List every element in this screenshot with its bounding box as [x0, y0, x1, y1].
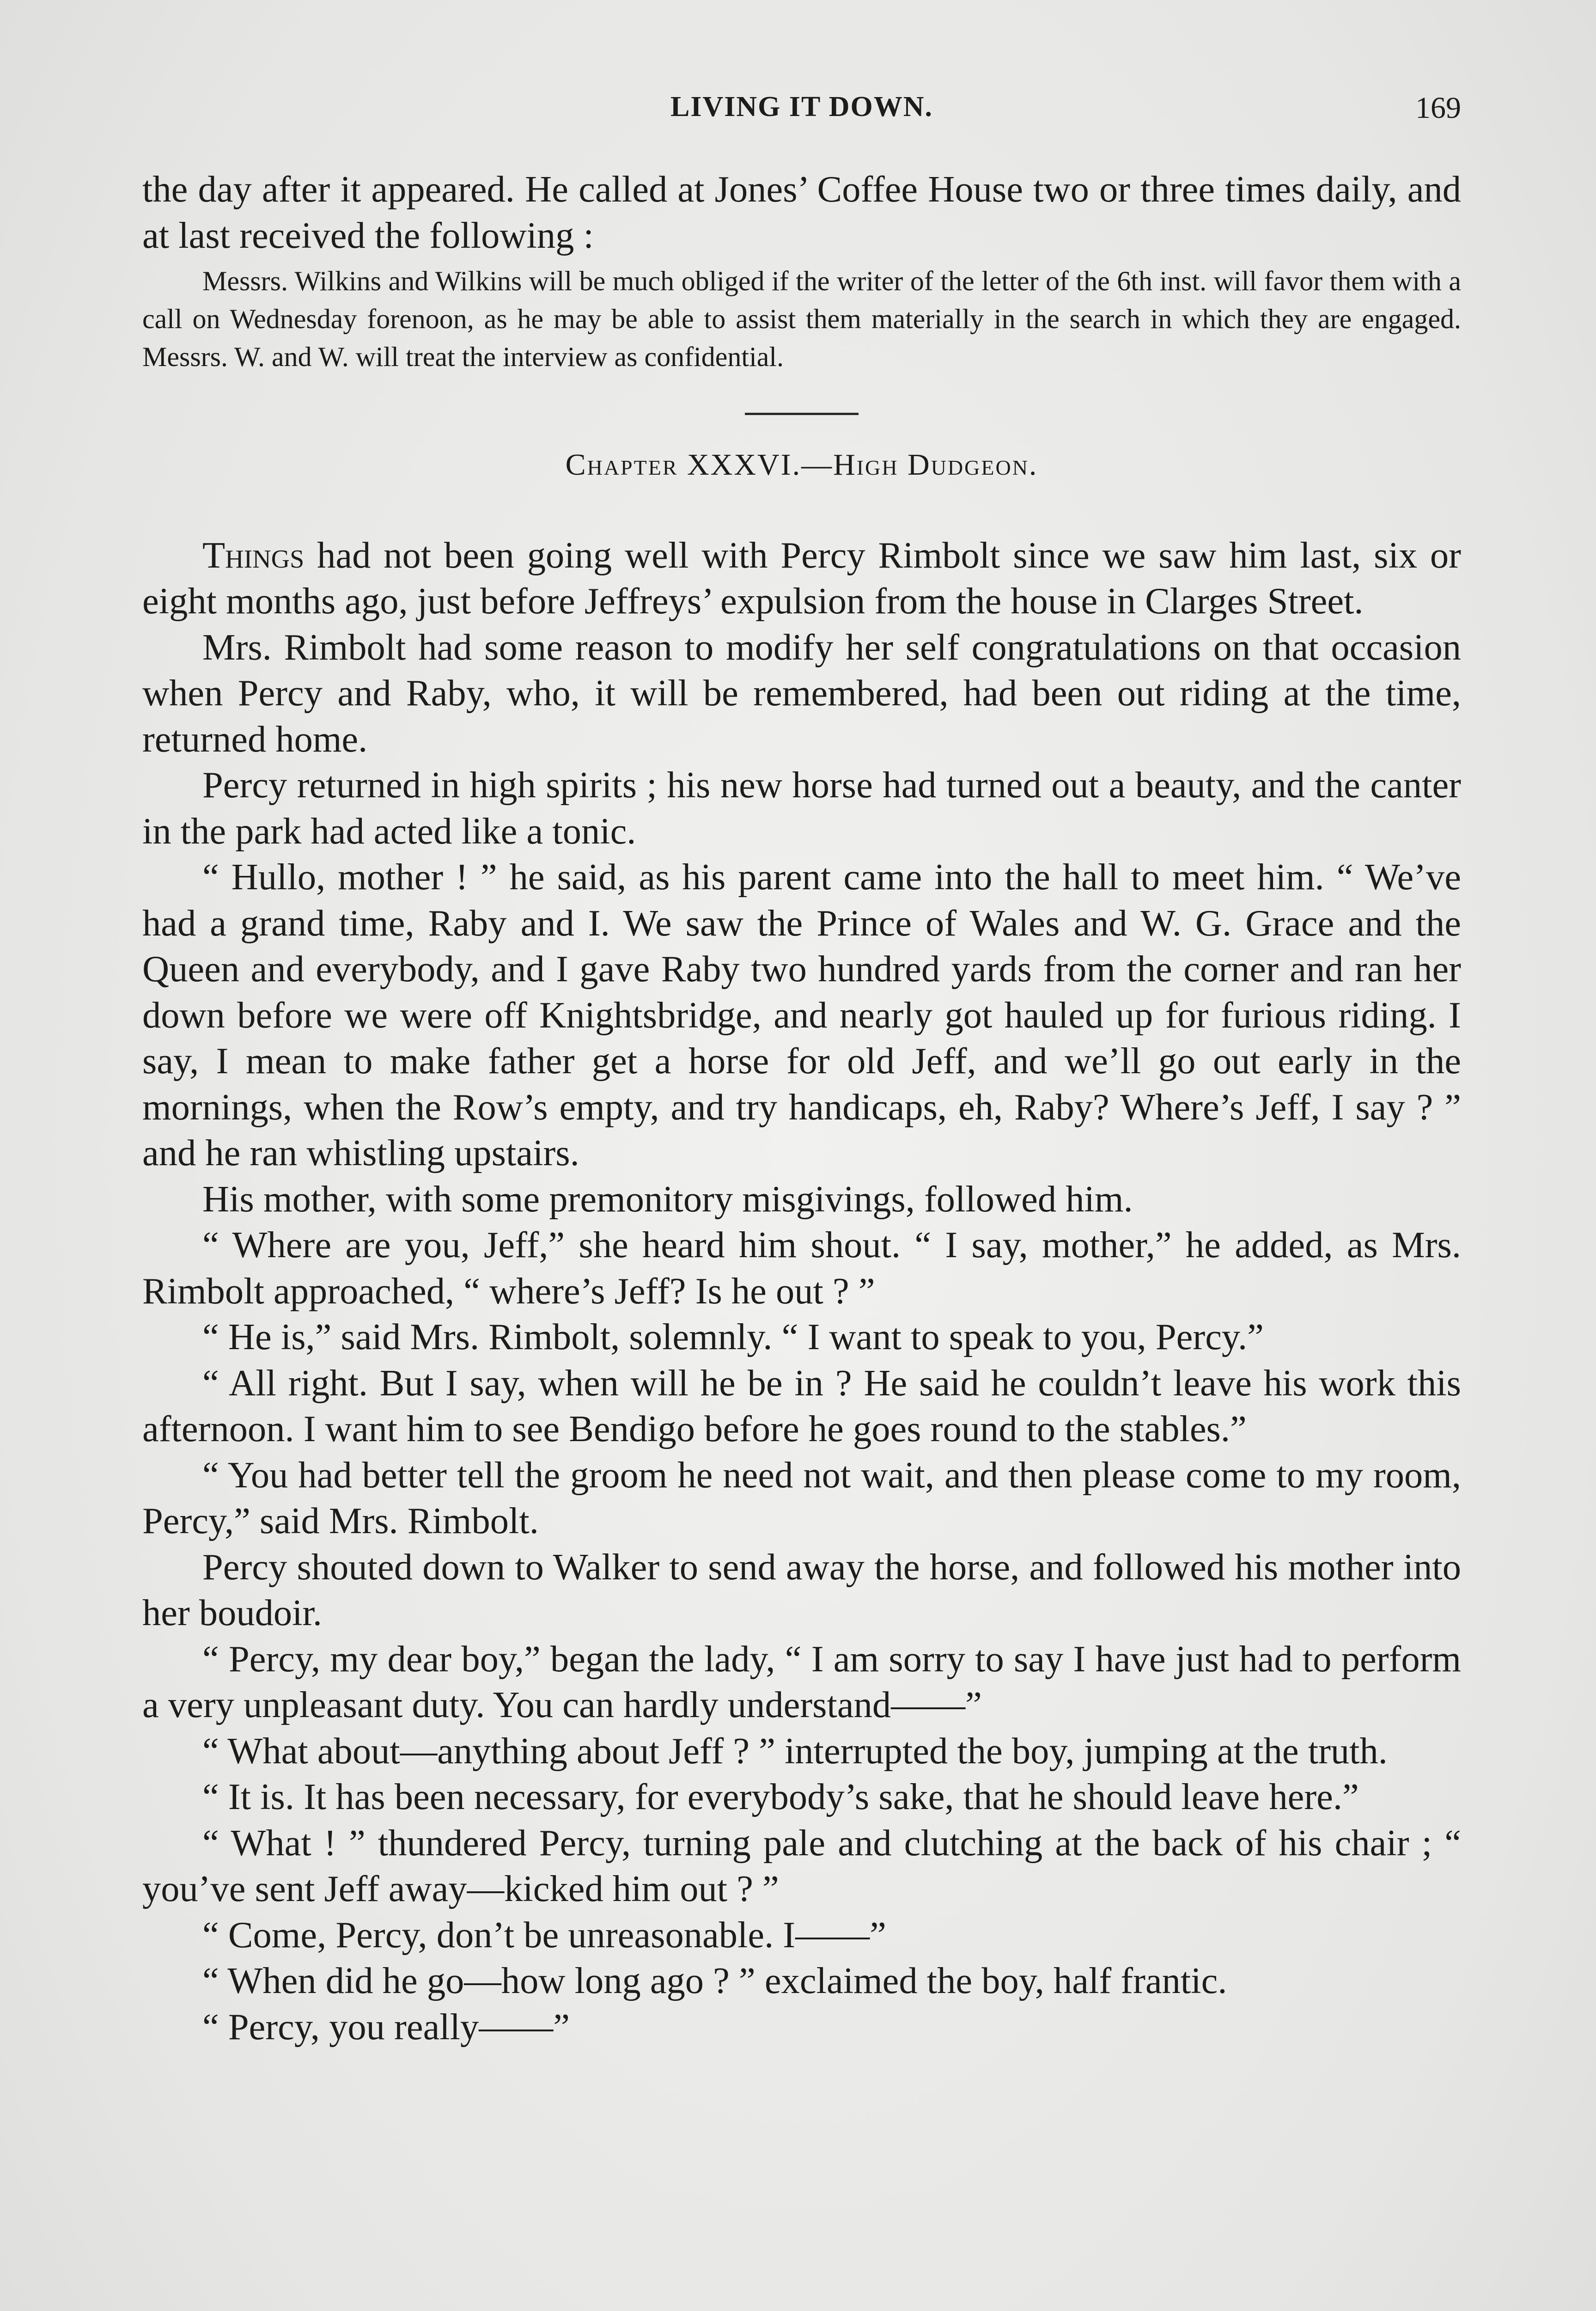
paragraph: His mother, with some premonitory misgivings, followed him. [202, 1178, 1133, 1220]
paragraph: “ You had better tell the groom he need not wait, and then please come to my room, Percy,” said Mrs. Rimbolt. [142, 1454, 1461, 1541]
paragraph-lead-word: Things [202, 534, 305, 576]
body-text [142, 166, 1461, 2050]
paragraph: “ Come, Percy, don’t be unreasonable. I——” [202, 1914, 886, 1956]
paragraph: Mrs. Rimbolt had some reason to modify her self congratulations on that occasion when Percy and Raby, who, it will be remembered, had been out riding at the time, returned home. [142, 626, 1461, 760]
paragraph: Percy shouted down to Walker to send away the horse, and followed his mother into her boudoir. [142, 1546, 1461, 1633]
paragraph: “ What ! ” thundered Percy, turning pale and clutching at the back of his chair ; “ you’ve sent Jeff away—kicked him out ? ” [142, 1822, 1461, 1909]
paragraph: “ Hullo, mother ! ” he said, as his parent came into the hall to meet him. “ We’ve had a grand time, Raby and I. We saw the Prince of Wales and W. G. Grace and the Queen and everybody, and I gave Raby two hundred yards from the corner and ran her down before we were off Knightsbridge, and nearly got hauled up for furious riding. I say, I mean to make father get a horse for old Jeff, and we’ll go out early in the mornings, when the Row’s empty, and try handicaps, eh, Raby? Where’s Jeff, I say ? ” and he ran whistling upstairs. [142, 856, 1461, 1174]
page-number: 169 [1415, 91, 1461, 125]
paragraph: “ Percy, you really——” [202, 2006, 570, 2048]
paragraph: “ When did he go—how long ago ? ” exclaimed the boy, half frantic. [202, 1960, 1227, 2001]
running-head: LIVING IT DOWN. [670, 91, 933, 122]
page-header [142, 91, 1461, 132]
paragraph: “ What about—anything about Jeff ? ” interrupted the boy, jumping at the truth. [202, 1730, 1388, 1772]
paragraph: Percy returned in high spirits ; his new horse had turned out a beauty, and the canter in the park had acted like a tonic. [142, 764, 1461, 852]
paragraph: “ Percy, my dear boy,” began the lady, “ I am sorry to say I have just had to perform a very unpleasant duty. You can hardly understand——” [142, 1638, 1461, 1725]
paragraph: “ It is. It has been necessary, for everybody’s sake, that he should leave here.” [202, 1776, 1359, 1817]
paragraph-text: had not been going well with Percy Rimbolt since we saw him last, six or eight months ago, just before Jeffreys’ expulsion from the house in Clarges Street. [142, 534, 1461, 622]
section-rule [745, 413, 859, 415]
paragraph [142, 532, 1461, 624]
quoted-notice: Messrs. Wilkins and Wilkins will be much obliged if the writer of the letter of the 6th inst. will favor them with a call on Wednesday forenoon, as he may be able to assist them materially in the search in which they are engaged. Messrs. W. and W. will treat the interview as confidential. [142, 266, 1461, 372]
chapter-heading: Chapter XXXVI.—High Dudgeon. [565, 448, 1038, 482]
paragraph: “ He is,” said Mrs. Rimbolt, solemnly. “ I want to speak to you, Percy.” [202, 1316, 1264, 1357]
paragraph: “ Where are you, Jeff,” she heard him shout. “ I say, mother,” he added, as Mrs. Rimbolt approached, “ where’s Jeff? Is he out ? ” [142, 1224, 1461, 1312]
paragraph: the day after it appeared. He called at Jones’ Coffee House two or three times daily, and at last received the following : [142, 169, 1461, 256]
paragraph: “ All right. But I say, when will he be in ? He said he couldn’t leave his work this afternoon. I want him to see Bendigo before he goes round to the stables.” [142, 1362, 1461, 1449]
